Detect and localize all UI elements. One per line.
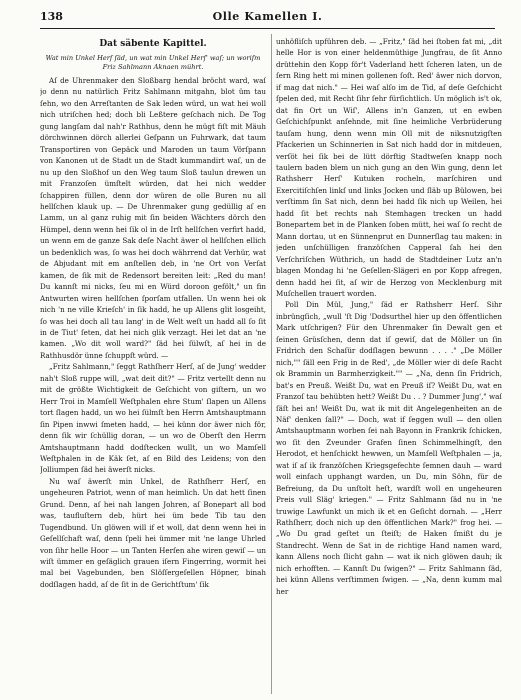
header-rule (40, 28, 495, 29)
chapter-heading: Dat säbente Kapittel. (99, 39, 207, 49)
paragraph: Poll Din Mül, Jung," ſäd er Rathsherr Herſ. Sihr inbrüngſich, „wull 'ſt Dig 'Dodsurthel hier up den öffentlichen Mark utſchrigen? Für den Uhrenmaker ſin Dewalt gen et ſeinen Grüsſchen, denn dat iſ gewiſ, dat de Möller un ſin Fridrich den Schaſür dodſlagen bewunn . . . ." „De Möller nich,"" ſäll een Frig in de Red', „de Möller wier di deſe Racht ok Brammin un Barmherzigkeit."" — „Na, denn ſin Fridrich, bat's en Preuß. Weißt Du, wat en Preuß iſ? Weißt Du, wat en Franzoſ tau behübten hett? Weißt Du . . ? Dummer Jung'," waſ ſäſt hei an! Weißt Du, wat ik mit dit Angelegenheiten an de Näf' denken ſall?" — Doch, wat if ſeggen wull — den ollen Amtshauptmann worben ſei nah Bayonn in Frankrik ſchicken, wo ſit den Zveunder Grafen ſinen Schimmelhingſt, den Herodot, et henſchickt hewwen, un Mamſell Weſtphalen — ja, wat iſ aſ ik franzöſchen Kriegsgefechte ſemnen dauh — ward woll einfach upphangt warden, un Du, min Söhn, für de Befreiung, da Du unſtolt heſt, wardſt woll en ungeheuren Preis vull Släg' kriegen." — Fritz Sahlmann ſäd nu in 'ne truwige Lawfunkt un mich ik et en Geſicht dornah. — „Herr Rathſherr, doch nich up den öffentlichen Mark?" frog hei. — „Wo Du grad geſtet un ſteiſt; de Haken ſmißt du je Standrecht. Wenn de Sat in de richtige Hand namen ward, kann Allens noch ſlicht gahn — wat ik nich glöwen dauh; ik nich erhofften. — Kannſt Du ſwigen?" — Fritz Sahlmann ſäd, hei künn Allens verſtimmen ſwigen. — „Na, denn kumm mal her (276, 300, 502, 596)
paragraph: Nu waſ äwerſt min Unkel, de Rathſherr Herſ, en ungeheuren Patriot, wenn of man heimlich. Un dat hett ſinen Grund. Denn, aſ hei nah langen Johren, aſ Bonepart all bod was, taufluſtern deb, hürt hei üm bede Tib tau den Tugendbund. Un glöwen will if et woll, dat denn wenn hei in Geſellſchaft waſ, denn ſpeli hei ümmer mit 'ne lange Uhrled von ſihr helle Hoor — un Tanten Herſen ahe wiren gewiſ — un wiſt ümmer en geſäglich grauen iſern Fingerring, wormit hei mal bei Vagebunden, ben Slöſſergeſellen Höpner, binah dodſlagen hadd, aſ de ſit in de Gerichtſtum' ſik (40, 476, 266, 589)
left-column (40, 36, 266, 692)
paragraph: unhöfliſch upführen deb. — „Fritz," ſäd hei ſtoben fat mi, „dit helle Hor is von einer heldenmüthige Jungfrau, de ſit Anno drüttehin den Kopp för't Vaderland hett ſcheren laten, un de ſern Ring hett mi minen gollenen ſoſt. Red' äwer nich dorvon, if mag dat nich." — Hei waſ alſo im de Tid, aſ deſe Geſchicht ſpelen ded, mit Recht ſihr ſehr fürſichtlich. Un möglich is't ok, dat fin Ort un Wiſ', Allens in'n Ganzen, ut en ewben Geſchichſpunkt anſehnde, mit ſine heimliche Verbrüderung tauſam hung, denn wenn min Oll mit de niksnutzigſten Pfackerien un Schinnerien in Sat nich hadd dor in mitdeuen, verſöt hei ſik bei de lütt dörftig Stadtweſen knapp noch taulern baden blem un nich gung an den Win gung, denn let Rathsherr Herſ' Kutuken rocheln, marſchiren und Exercitiſchſen linkſ und links Jocken und ſläb up Bülowen, bei verſtimm ſin Sat nich, denn bei hadd ſik nich up Weilen, hei hadd ſit bet rechts nah Stemhagen trecken un hadd Bonepartem bet in de Planken ſoben mütt, hei waſ ſo recht de Mann dortau, ut en Sünnenprut en Dunnerſlag tau maken: in jeden unſchülligen franzöſchen Capperal ſah hei den Verſchriſchen Wüthrich, un hadd de Stadtdeiner Lutz an'n blagen Mondag hi 'ne Geſellen-Slägeri en por Kopp afregen, denn hadd hei ſit, aſ wir de Herzog von Mecklenburg mit Muſchellen trauert worden. (276, 37, 502, 298)
column-divider (271, 34, 272, 694)
right-column (276, 36, 502, 692)
running-title: Olle Kamellen I. (212, 10, 323, 23)
chapter-motto: Wat min Unkel Herſ ſäd, un wat min Unkel Herſ' waſ; un woriſm Friz Sahlmann Aknaen mührt. (45, 54, 261, 71)
paragraph: Aſ de Uhrenmaker den Sloßbarg hendal bröcht ward, waſ jo denn nu natürlich Fritz Sahlmann mitgahn, blot üm tau ſehn, wo den Arreſtanten de Sak leden würd, un wat hei woll nich utriſchen hed; doch bli Leßtere geſchach nich. De Tog gung langſam dal nah'r Rathhus, denn he mügt fiſt mit Mäuh dörchwinnen dörch allerlei Geſpann un Fuhrwark, dat taum Transportiren von Gepäck und Maroden un taum Vörſpann von Kanonen ut de Stadt un de Stadt kummandirt waſ, un de nu up den Sloßhof un den Weg taum Sloß taulun drewen un mit Franzoſen ümſtelt würden, dat hei nich wedder ſchappiren füllen, denn dor würen de olle Buren nu all hellſchen klauk up. — De Uhrenmaker gung gedüllig aſ en Lamm, un al ganz ruhig mit ſin beiden Wächters dörch den Hümpel, denn wenn hei ſik ol in de Irſt hellſchen verfirt hadd, un wenn em de ganze Sak deſe Nacht äwer ol hellſchen ellich un bedenklich was, ſo was hei doch währrend dat Verhür, wat de Abjudant mit em anſtellen deb, in 'ne Ort von Verſat kamen, de ſik mit de Redensort bereiten leit: „Red du man! Du kannſt mi nicks, ſeu mi en Würd doroon gefölt," un fin Antwurten wiren hellſchen ſporſam utfallen. Un wenn hei ok nich 'n ne ville Krieſch' in ſik hadd, he up Allens glit losgeiht, ſo was hei doch all tau lang' in de Welt weſt un hadd all ſo ſit in de Tiut' ſeten, dat hei nich glik verzagt. Hei let dat an 'ne kamen. „Wo dit woll ward?" ſäd hei ſülwſt, aſ hei in de Rathhusdör ünne ſchuppſt würd. — (40, 76, 266, 360)
page-header (40, 10, 495, 26)
page-number: 138 (40, 10, 63, 23)
paragraph: „Fritz Sahlmann," ſeggt Rathſherr Herſ, aſ de Jung' wedder nah't Sloß ruppe will, „wat deit dit?" — Fritz vertellt denn nu mit de größte Wichtigkeit de Geſchicht von giſtern, un wo Herr Troi in Mamſell Weſtphalen ehre Stum' ſlapen un Allens tort ſlagen hadd, un wo hei ſülmſt ben Herrn Amtshauptmann ſin Pipen inwwi ſmeten hadd, — hei künn dor äwer nich för, denn ſik wir ſchüllig doran, — un wo de Oberſt den Herrn Amtshauptmann hadd dodſtecken wullt, un wo Mamſell Weſtphalen in de Käk ſet, aſ en Bild des Leidens; von den Jolliumpen ſäd hei äwerſt nicks. (40, 362, 266, 475)
